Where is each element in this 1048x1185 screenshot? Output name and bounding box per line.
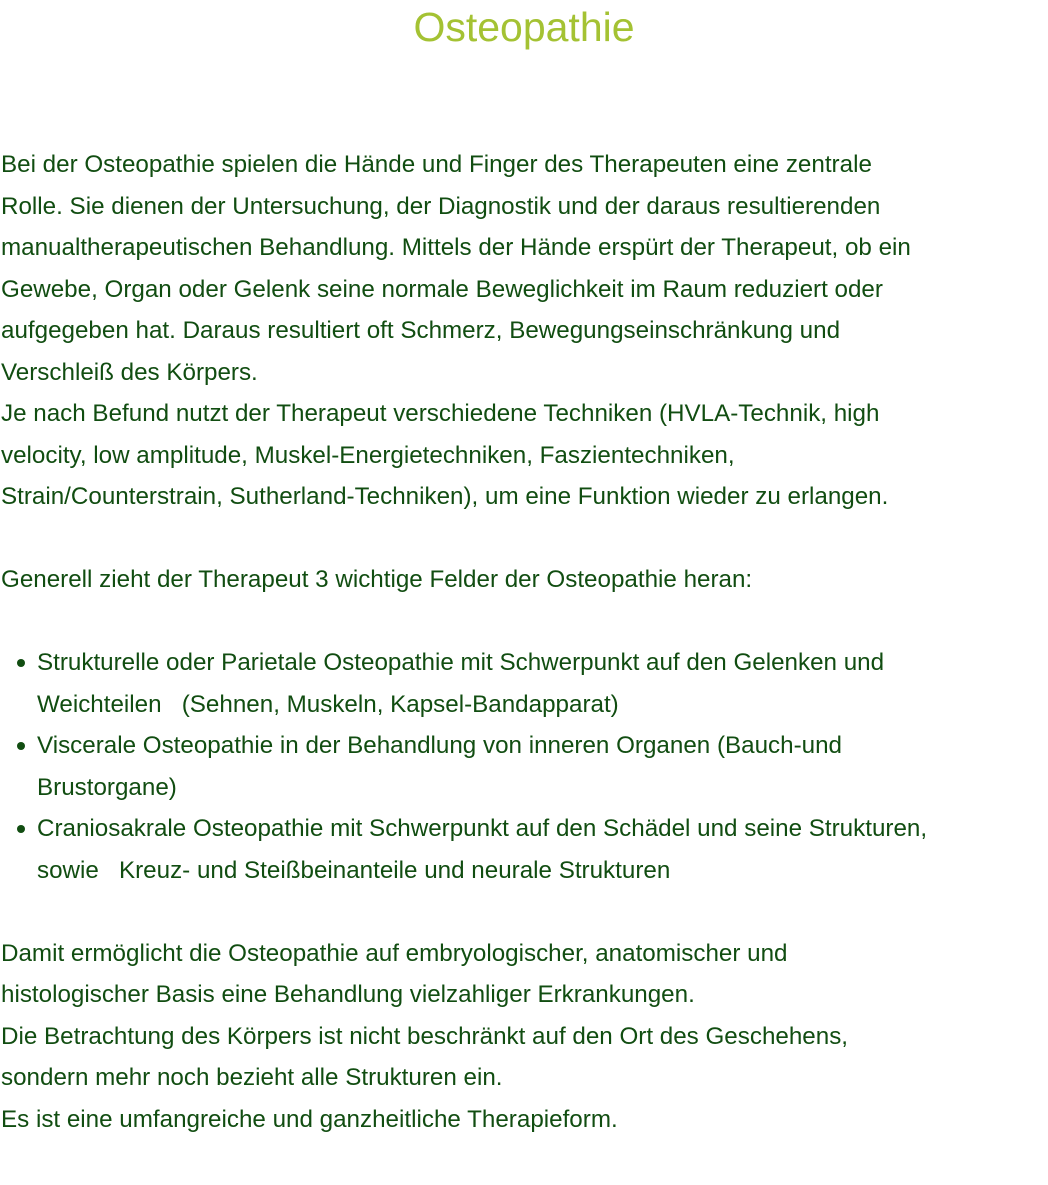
- fields-intro: Generell zieht der Therapeut 3 wichtige Felder der Osteopathie heran:: [1, 566, 753, 593]
- bullet-icon: [17, 659, 25, 667]
- fields-list: [1, 642, 1047, 891]
- text-line: Damit ermöglicht die Osteopathie auf embryologischer, anatomischer und: [1, 939, 788, 967]
- text-line: velocity, low amplitude, Muskel-Energietechniken, Faszientechniken,: [1, 441, 735, 469]
- text-line: Strain/Counterstrain, Sutherland-Techniken), um eine Funktion wieder zu erlangen.: [1, 483, 889, 510]
- spacer: [1, 601, 1047, 643]
- text-line: Gewebe, Organ oder Gelenk seine normale Beweglichkeit im Raum reduziert oder: [1, 275, 883, 303]
- closing-paragraph: [1, 933, 1047, 1141]
- bullet-icon: [17, 825, 25, 833]
- text-line: sondern mehr noch bezieht alle Strukturen ein.: [1, 1064, 503, 1091]
- text-line: Es ist eine umfangreiche und ganzheitliche Therapieform.: [1, 1105, 618, 1133]
- text-line: Verschleiß des Körpers.: [1, 358, 258, 386]
- text-line: aufgegeben hat. Daraus resultiert oft Schmerz, Bewegungseinschränkung und: [1, 317, 841, 344]
- list-item-line: Brustorgane): [37, 773, 177, 801]
- text-line: Rolle. Sie dienen der Untersuchung, der Diagnostik und der daraus resultierenden: [1, 192, 881, 220]
- article-body: [1, 144, 1047, 1140]
- list-item-line: sowie Kreuz- und Steißbeinanteile und neurale Strukturen: [37, 856, 671, 884]
- list-item-line: Strukturelle oder Parietale Osteopathie mit Schwerpunkt auf den Gelenken und: [37, 649, 885, 676]
- text-line: Bei der Osteopathie spielen die Hände und Finger des Therapeuten eine zentrale: [1, 151, 872, 178]
- text-line: Je nach Befund nutzt der Therapeut verschiedene Techniken (HVLA-Technik, high: [1, 400, 880, 427]
- list-item-line: Craniosakrale Osteopathie mit Schwerpunkt auf den Schädel und seine Strukturen,: [37, 815, 928, 842]
- bullet-icon: [17, 742, 25, 750]
- list-item-line: Viscerale Osteopathie in der Behandlung von inneren Organen (Bauch-und: [37, 732, 843, 759]
- spacer: [1, 518, 1047, 560]
- page-title: Osteopathie: [413, 4, 635, 50]
- text-line: Die Betrachtung des Körpers ist nicht beschränkt auf den Ort des Geschehens,: [1, 1022, 849, 1050]
- intro-paragraph: [1, 144, 1047, 518]
- list-item: [1, 642, 1047, 725]
- list-item: [1, 725, 1047, 808]
- list-item: [1, 808, 1047, 891]
- text-line: histologischer Basis eine Behandlung vielzahliger Erkrankungen.: [1, 981, 695, 1008]
- text-line: manualtherapeutischen Behandlung. Mittels der Hände erspürt der Therapeut, ob ein: [1, 234, 911, 261]
- spacer: [1, 891, 1047, 933]
- list-item-line: Weichteilen (Sehnen, Muskeln, Kapsel-Bandapparat): [37, 690, 619, 718]
